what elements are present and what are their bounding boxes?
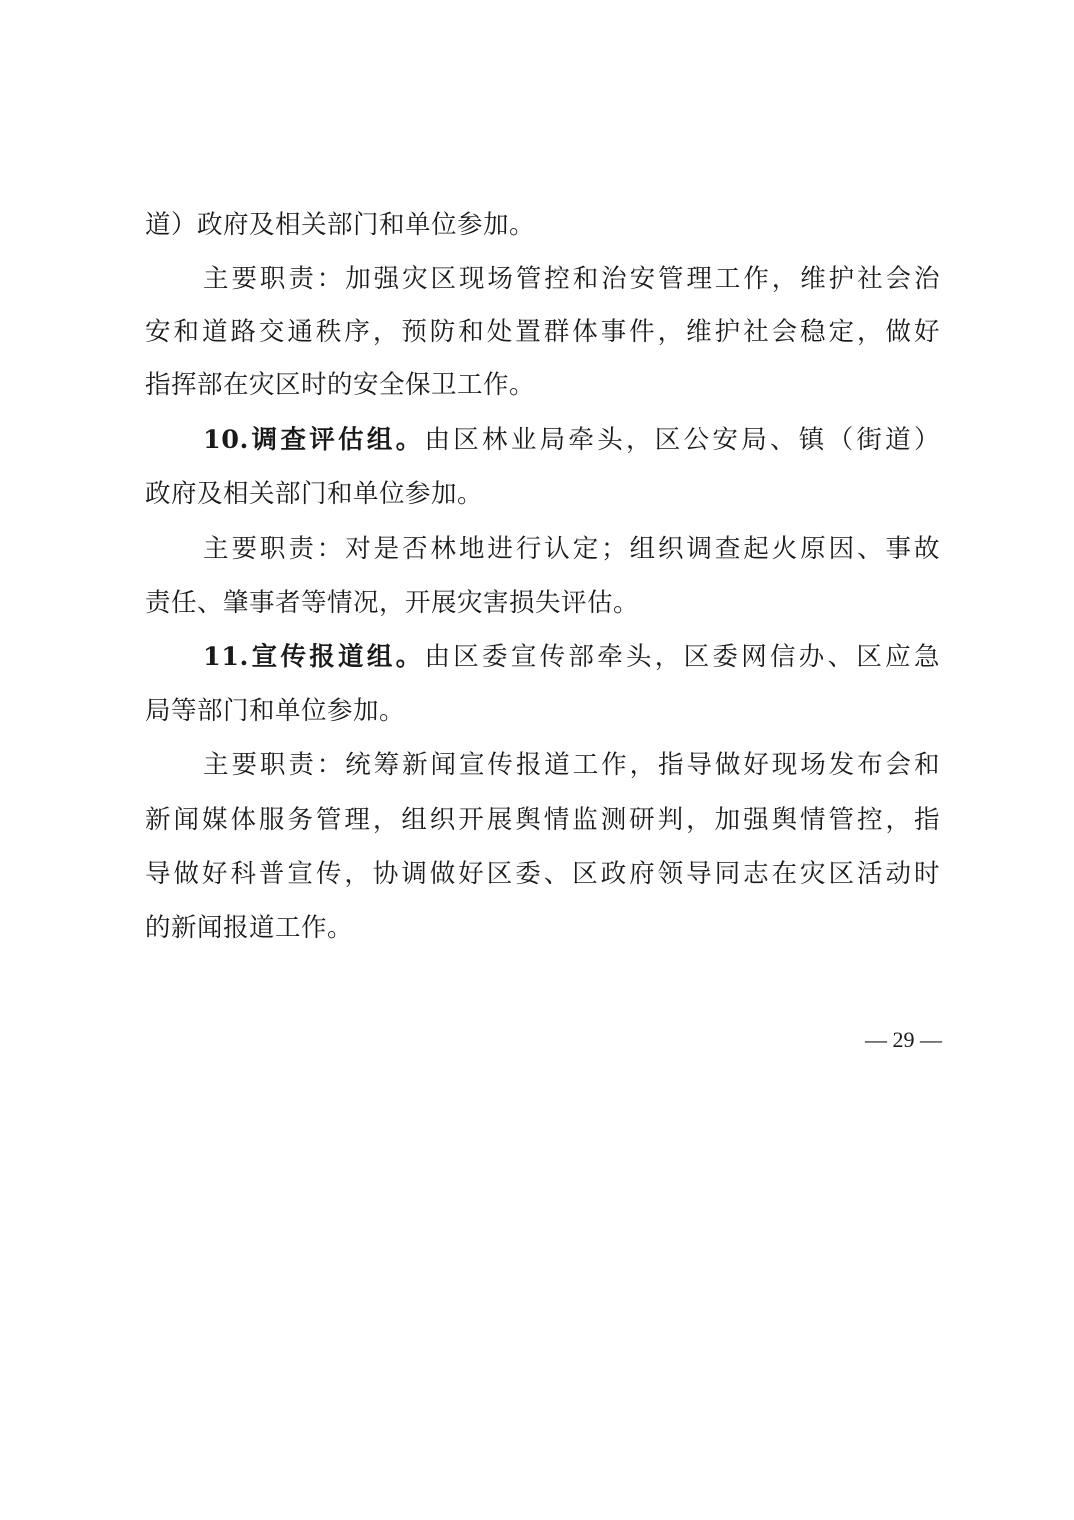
paragraph-line: 安和道路交通秩序，预防和处置群体事件，维护社会稳定，做好: [145, 317, 940, 347]
section-heading-rest: 由区委宣传部牵头，区委网信办、区应急: [424, 642, 940, 672]
section-heading-line: [203, 422, 940, 458]
paragraph-line: 主要职责：统筹新闻宣传报道工作，指导做好现场发布会和: [203, 750, 940, 780]
paragraph-line: 责任、肇事者等情况，开展灾害损失评估。: [145, 588, 640, 618]
paragraph-line: 局等部门和单位参加。: [145, 696, 406, 726]
paragraph-line: 政府及相关部门和单位参加。: [145, 479, 484, 509]
section-heading-rest: 由区林业局牵头，区公安局、镇（街道）: [424, 425, 940, 455]
paragraph-line: 的新闻报道工作。: [145, 913, 354, 943]
section-heading-line: [203, 639, 940, 675]
paragraph-line: 新闻媒体服务管理，组织开展舆情监测研判，加强舆情管控，指: [145, 805, 940, 835]
section-heading: 11.宣传报道组。: [203, 642, 425, 672]
paragraph-line: 主要职责：加强灾区现场管控和治安管理工作，维护社会治: [203, 264, 940, 294]
paragraph-line: 指挥部在灾区时的安全保卫工作。: [145, 370, 536, 400]
page-number: — 29 —: [865, 1027, 942, 1052]
section-heading: 10.调查评估组。: [203, 425, 425, 455]
paragraph-line: 导做好科普宣传，协调做好区委、区政府领导同志在灾区活动时: [145, 859, 940, 889]
paragraph-line: 道）政府及相关部门和单位参加。: [145, 210, 536, 240]
paragraph-line: 主要职责：对是否林地进行认定；组织调查起火原因、事故: [203, 534, 940, 564]
